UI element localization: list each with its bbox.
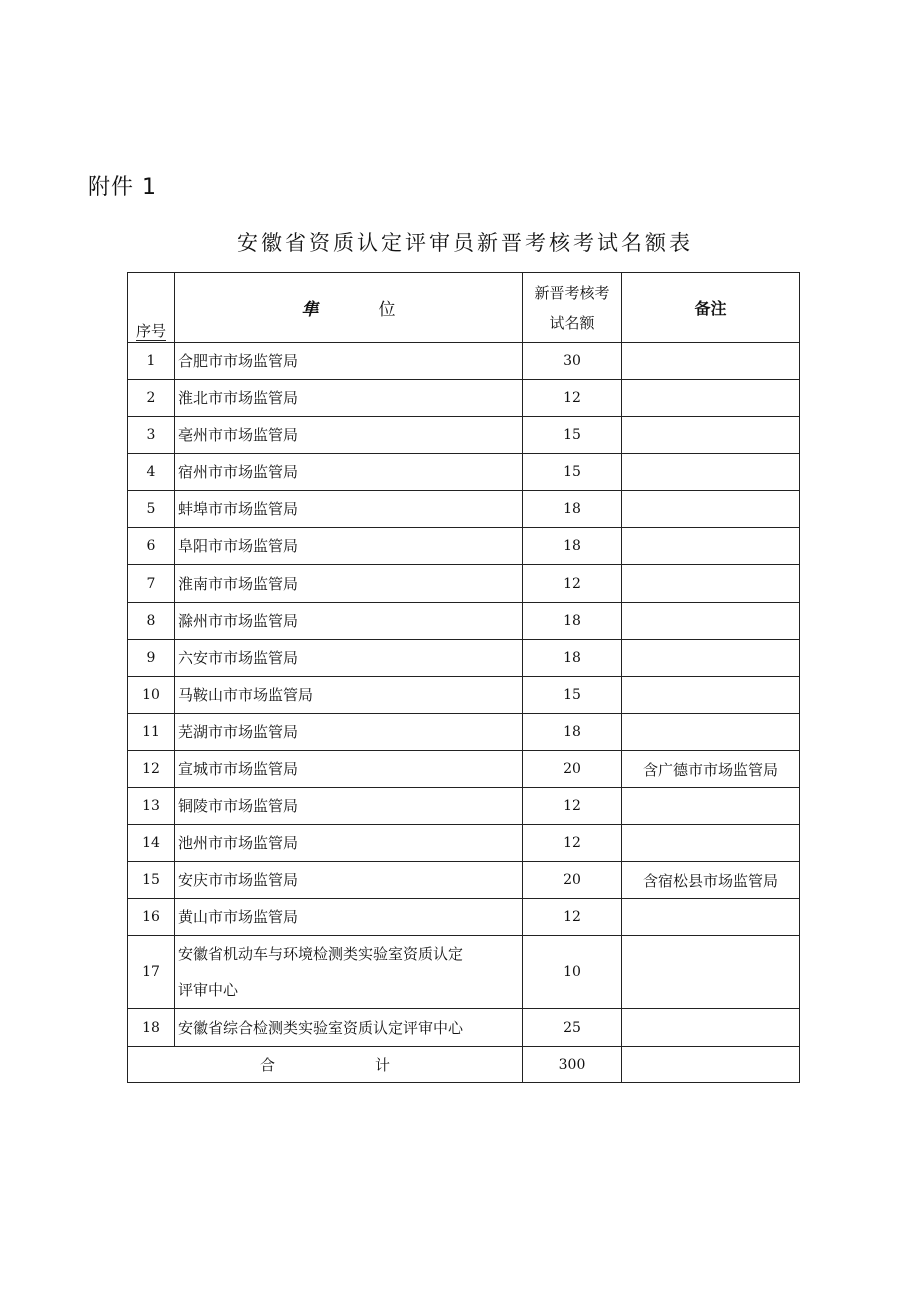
document-title: 安徽省资质认定评审员新晋考核考试名额表 (237, 231, 693, 255)
table-row: 7 淮南市市场监管局 12 (128, 565, 800, 603)
table-row: 3 亳州市市场监管局 15 (128, 417, 800, 454)
table-row: 16 黄山市市场监管局 12 (128, 899, 800, 936)
table-row: 5 蚌埠市市场监管局 18 (128, 491, 800, 528)
header-unit (175, 273, 523, 343)
table-row: 17 安徽省机动车与环境检测类实验室资质认定 评审中心 10 (128, 936, 800, 1009)
table-row: 10 马鞍山市市场监管局 15 (128, 677, 800, 714)
table-row: 6 阜阳市市场监管局 18 (128, 528, 800, 565)
table-row: 12 宣城市市场监管局 20 含广德市市场监管局 (128, 751, 800, 788)
table-header-row (128, 273, 800, 343)
table-row: 14 池州市市场监管局 12 (128, 825, 800, 862)
header-index: 序号 (128, 273, 175, 343)
table-row: 9 六安市市场监管局 18 (128, 640, 800, 677)
total-quota: 300 (523, 1047, 622, 1083)
table-row: 11 芜湖市市场监管局 18 (128, 714, 800, 751)
table-row: 8 滁州市市场监管局 18 (128, 603, 800, 640)
table-row: 1 合肥市市场监管局 30 (128, 343, 800, 380)
table-row: 15 安庆市市场监管局 20 含宿松县市场监管局 (128, 862, 800, 899)
total-note (622, 1047, 800, 1083)
table-row: 13 铜陵市市场监管局 12 (128, 788, 800, 825)
header-quota: 新晋考核考 试名额 (523, 273, 622, 343)
header-unit-part2: 位 (378, 300, 396, 320)
total-row (128, 1047, 800, 1083)
quota-table (127, 272, 800, 1083)
table-row: 2 淮北市市场监管局 12 (128, 380, 800, 417)
attachment-label: 附件 1 (88, 175, 157, 200)
header-note: 备注 (622, 273, 800, 343)
total-label: 合 计 (128, 1047, 523, 1083)
table-row: 18 安徽省综合检测类实验室资质认定评审中心 25 (128, 1009, 800, 1047)
table-row: 4 宿州市市场监管局 15 (128, 454, 800, 491)
header-unit-part1: 隼 (301, 300, 319, 320)
